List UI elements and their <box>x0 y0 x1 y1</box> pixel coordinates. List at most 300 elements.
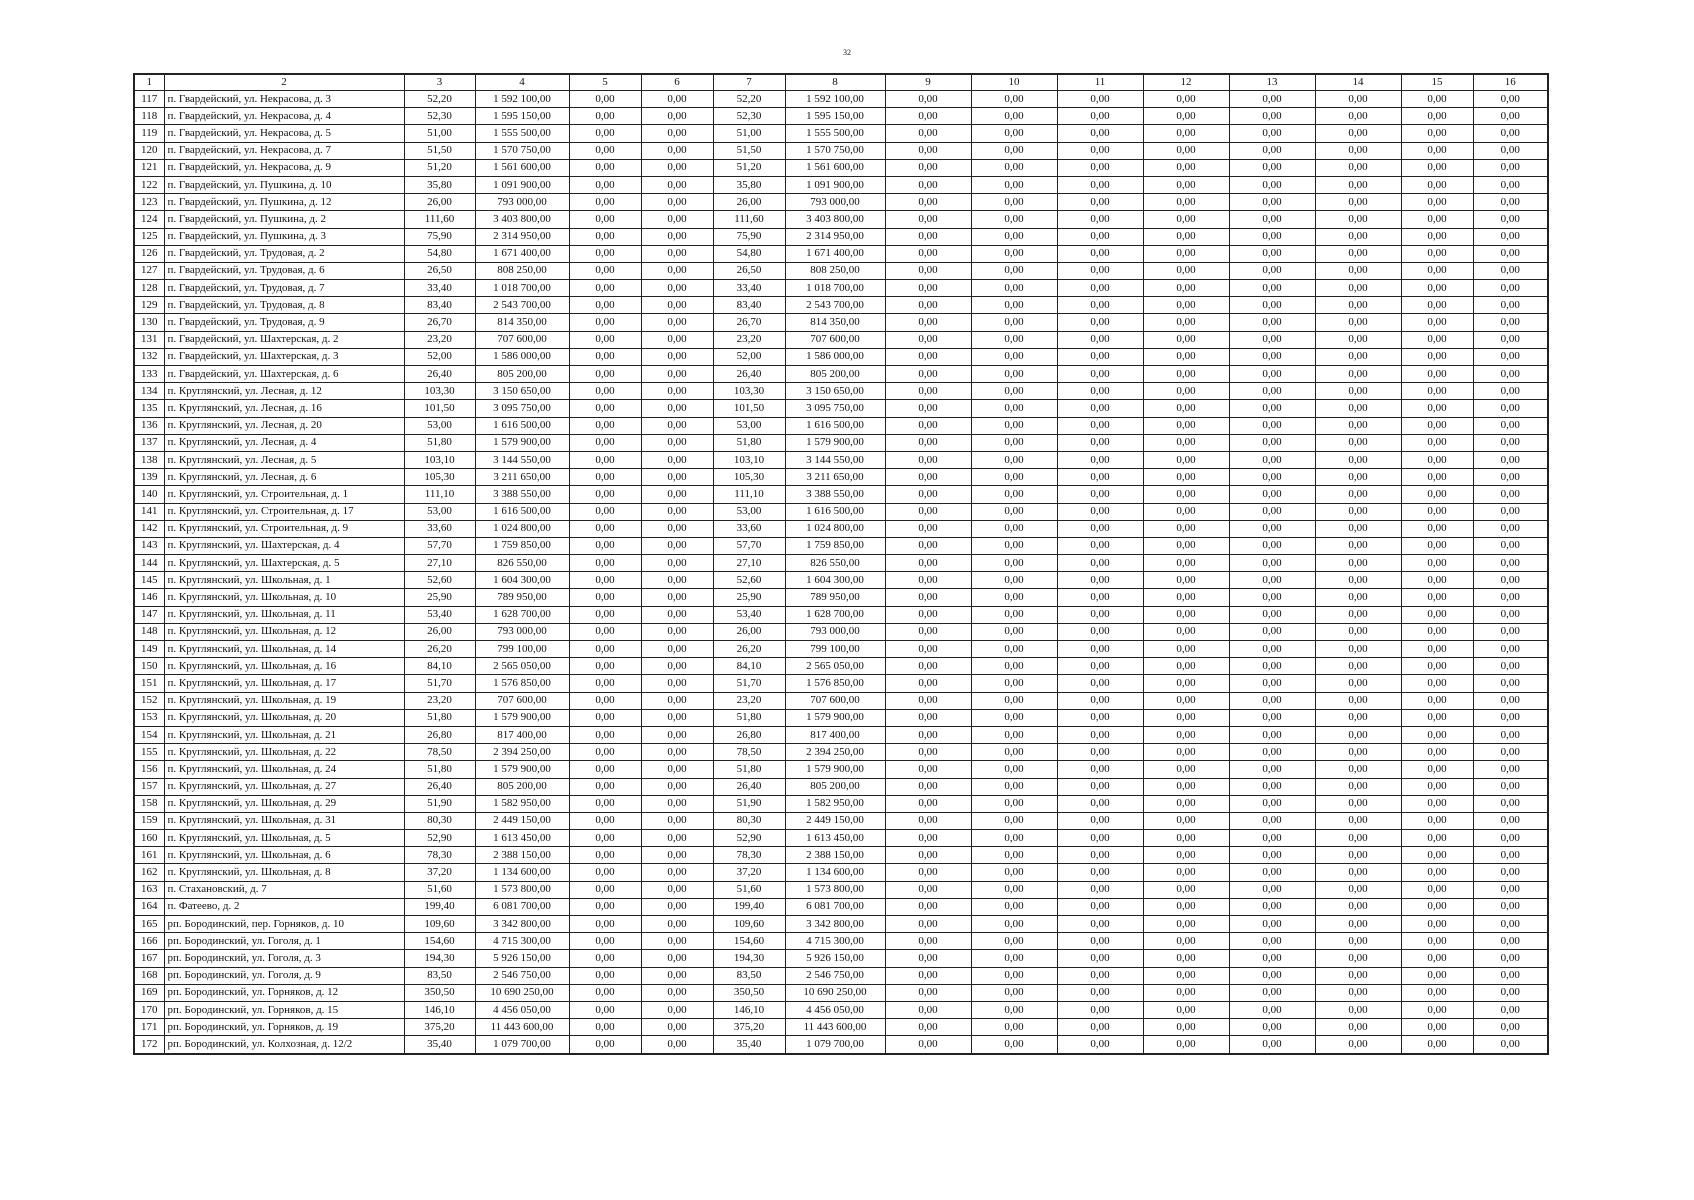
value-cell: 0,00 <box>1473 1036 1548 1054</box>
value-cell: 0,00 <box>1315 606 1401 623</box>
value-cell: 0,00 <box>1401 194 1473 211</box>
value-cell: 0,00 <box>885 830 971 847</box>
value-cell: 0,00 <box>1143 400 1229 417</box>
value-cell: 0,00 <box>1401 417 1473 434</box>
value-cell: 0,00 <box>971 348 1057 365</box>
value-cell: 0,00 <box>569 675 641 692</box>
value-cell: 0,00 <box>1473 709 1548 726</box>
address-cell: рп. Бородинский, пер. Горняков, д. 10 <box>164 916 404 933</box>
value-cell: 0,00 <box>1143 589 1229 606</box>
table-row <box>134 950 1548 967</box>
value-cell: 26,70 <box>713 314 785 331</box>
value-cell: 0,00 <box>1143 108 1229 125</box>
value-cell: 1 024 800,00 <box>475 520 569 537</box>
value-cell: 0,00 <box>885 451 971 468</box>
value-cell: 0,00 <box>1143 864 1229 881</box>
address-cell: п. Круглянский, ул. Шахтерская, д. 4 <box>164 537 404 554</box>
value-cell: 0,00 <box>569 520 641 537</box>
value-cell: 0,00 <box>1473 572 1548 589</box>
value-cell: 1 091 900,00 <box>785 176 885 193</box>
value-cell: 0,00 <box>569 709 641 726</box>
value-cell: 57,70 <box>404 537 475 554</box>
column-header: 6 <box>641 74 713 91</box>
value-cell: 3 388 550,00 <box>785 486 885 503</box>
value-cell: 0,00 <box>1401 1036 1473 1054</box>
value-cell: 1 604 300,00 <box>785 572 885 589</box>
value-cell: 0,00 <box>1143 967 1229 984</box>
row-number-cell: 170 <box>134 1001 164 1018</box>
value-cell: 0,00 <box>1229 898 1315 915</box>
value-cell: 0,00 <box>1057 400 1143 417</box>
value-cell: 25,90 <box>404 589 475 606</box>
address-cell: п. Круглянский, ул. Школьная, д. 1 <box>164 572 404 589</box>
value-cell: 3 342 800,00 <box>475 916 569 933</box>
value-cell: 0,00 <box>1229 262 1315 279</box>
value-cell: 0,00 <box>885 572 971 589</box>
value-cell: 0,00 <box>1315 194 1401 211</box>
value-cell: 0,00 <box>1315 486 1401 503</box>
value-cell: 51,80 <box>713 709 785 726</box>
address-cell: п. Гвардейский, ул. Некрасова, д. 9 <box>164 159 404 176</box>
value-cell: 0,00 <box>641 692 713 709</box>
value-cell: 0,00 <box>1315 898 1401 915</box>
value-cell: 103,30 <box>404 383 475 400</box>
value-cell: 0,00 <box>1143 1036 1229 1054</box>
value-cell: 0,00 <box>1143 366 1229 383</box>
row-number-cell: 121 <box>134 159 164 176</box>
value-cell: 0,00 <box>971 726 1057 743</box>
value-cell: 51,80 <box>404 709 475 726</box>
value-cell: 0,00 <box>1315 417 1401 434</box>
value-cell: 0,00 <box>1057 520 1143 537</box>
value-cell: 0,00 <box>1057 778 1143 795</box>
value-cell: 0,00 <box>1315 297 1401 314</box>
value-cell: 0,00 <box>1143 245 1229 262</box>
value-cell: 0,00 <box>1473 589 1548 606</box>
value-cell: 0,00 <box>1057 1036 1143 1054</box>
value-cell: 0,00 <box>1229 469 1315 486</box>
value-cell: 0,00 <box>1229 933 1315 950</box>
value-cell: 0,00 <box>1057 91 1143 108</box>
value-cell: 0,00 <box>971 383 1057 400</box>
value-cell: 0,00 <box>885 847 971 864</box>
value-cell: 2 314 950,00 <box>475 228 569 245</box>
address-cell: п. Круглянский, ул. Школьная, д. 27 <box>164 778 404 795</box>
value-cell: 789 950,00 <box>475 589 569 606</box>
value-cell: 52,30 <box>713 108 785 125</box>
value-cell: 0,00 <box>1229 503 1315 520</box>
value-cell: 194,30 <box>713 950 785 967</box>
value-cell: 0,00 <box>1401 572 1473 589</box>
row-number-cell: 163 <box>134 881 164 898</box>
table-row <box>134 297 1548 314</box>
value-cell: 0,00 <box>1401 864 1473 881</box>
table-row <box>134 159 1548 176</box>
value-cell: 0,00 <box>569 211 641 228</box>
value-cell: 0,00 <box>1229 726 1315 743</box>
value-cell: 0,00 <box>1057 898 1143 915</box>
value-cell: 0,00 <box>885 91 971 108</box>
value-cell: 154,60 <box>404 933 475 950</box>
value-cell: 0,00 <box>885 1036 971 1054</box>
value-cell: 1 671 400,00 <box>475 245 569 262</box>
row-number-cell: 140 <box>134 486 164 503</box>
data-table <box>133 73 1549 1055</box>
value-cell: 0,00 <box>1401 916 1473 933</box>
value-cell: 0,00 <box>1143 262 1229 279</box>
value-cell: 0,00 <box>1315 1019 1401 1036</box>
value-cell: 814 350,00 <box>785 314 885 331</box>
value-cell: 0,00 <box>1143 194 1229 211</box>
value-cell: 0,00 <box>1057 589 1143 606</box>
value-cell: 0,00 <box>1057 211 1143 228</box>
value-cell: 0,00 <box>1229 520 1315 537</box>
value-cell: 0,00 <box>885 692 971 709</box>
value-cell: 0,00 <box>1315 864 1401 881</box>
value-cell: 0,00 <box>885 383 971 400</box>
address-cell: п. Круглянский, ул. Строительная, д. 9 <box>164 520 404 537</box>
value-cell: 35,40 <box>713 1036 785 1054</box>
row-number-cell: 160 <box>134 830 164 847</box>
value-cell: 0,00 <box>1401 898 1473 915</box>
value-cell: 0,00 <box>1401 108 1473 125</box>
value-cell: 0,00 <box>1229 176 1315 193</box>
value-cell: 0,00 <box>971 555 1057 572</box>
value-cell: 0,00 <box>885 486 971 503</box>
address-cell: п. Гвардейский, ул. Трудовая, д. 9 <box>164 314 404 331</box>
column-header: 5 <box>569 74 641 91</box>
value-cell: 0,00 <box>971 469 1057 486</box>
value-cell: 0,00 <box>1229 658 1315 675</box>
value-cell: 805 200,00 <box>475 778 569 795</box>
value-cell: 789 950,00 <box>785 589 885 606</box>
value-cell: 35,80 <box>404 176 475 193</box>
value-cell: 0,00 <box>1143 280 1229 297</box>
value-cell: 0,00 <box>1473 366 1548 383</box>
value-cell: 51,50 <box>404 142 475 159</box>
row-number-cell: 142 <box>134 520 164 537</box>
value-cell: 0,00 <box>971 675 1057 692</box>
row-number-cell: 138 <box>134 451 164 468</box>
value-cell: 51,80 <box>404 434 475 451</box>
value-cell: 0,00 <box>569 1019 641 1036</box>
row-number-cell: 153 <box>134 709 164 726</box>
address-cell: п. Гвардейский, ул. Некрасова, д. 4 <box>164 108 404 125</box>
row-number-cell: 148 <box>134 623 164 640</box>
value-cell: 0,00 <box>1473 314 1548 331</box>
value-cell: 51,80 <box>713 761 785 778</box>
value-cell: 80,30 <box>713 812 785 829</box>
value-cell: 0,00 <box>1473 228 1548 245</box>
value-cell: 1 134 600,00 <box>785 864 885 881</box>
address-cell: п. Круглянский, ул. Школьная, д. 21 <box>164 726 404 743</box>
value-cell: 0,00 <box>1315 589 1401 606</box>
value-cell: 3 388 550,00 <box>475 486 569 503</box>
value-cell: 0,00 <box>569 1036 641 1054</box>
value-cell: 0,00 <box>1057 692 1143 709</box>
value-cell: 0,00 <box>1401 984 1473 1001</box>
value-cell: 0,00 <box>1473 830 1548 847</box>
value-cell: 51,60 <box>404 881 475 898</box>
value-cell: 0,00 <box>1401 830 1473 847</box>
value-cell: 0,00 <box>971 486 1057 503</box>
value-cell: 2 449 150,00 <box>785 812 885 829</box>
value-cell: 0,00 <box>1143 675 1229 692</box>
address-cell: п. Круглянский, ул. Школьная, д. 5 <box>164 830 404 847</box>
value-cell: 0,00 <box>885 262 971 279</box>
value-cell: 0,00 <box>1143 176 1229 193</box>
value-cell: 0,00 <box>569 658 641 675</box>
value-cell: 0,00 <box>1057 451 1143 468</box>
value-cell: 1 576 850,00 <box>785 675 885 692</box>
value-cell: 78,50 <box>404 744 475 761</box>
value-cell: 0,00 <box>1315 967 1401 984</box>
address-cell: п. Круглянский, ул. Лесная, д. 20 <box>164 417 404 434</box>
value-cell: 0,00 <box>1401 812 1473 829</box>
value-cell: 3 150 650,00 <box>785 383 885 400</box>
value-cell: 25,90 <box>713 589 785 606</box>
value-cell: 0,00 <box>569 830 641 847</box>
address-cell: рп. Бородинский, ул. Гоголя, д. 3 <box>164 950 404 967</box>
value-cell: 1 592 100,00 <box>785 91 885 108</box>
table-row <box>134 761 1548 778</box>
value-cell: 0,00 <box>1401 589 1473 606</box>
value-cell: 0,00 <box>641 641 713 658</box>
value-cell: 0,00 <box>971 709 1057 726</box>
value-cell: 0,00 <box>1315 451 1401 468</box>
value-cell: 0,00 <box>1229 297 1315 314</box>
value-cell: 0,00 <box>569 623 641 640</box>
address-cell: п. Круглянский, ул. Шахтерская, д. 5 <box>164 555 404 572</box>
value-cell: 0,00 <box>569 933 641 950</box>
table-row <box>134 623 1548 640</box>
value-cell: 52,00 <box>713 348 785 365</box>
table-row <box>134 589 1548 606</box>
value-cell: 0,00 <box>1473 142 1548 159</box>
column-header: 4 <box>475 74 569 91</box>
value-cell: 0,00 <box>1057 744 1143 761</box>
value-cell: 0,00 <box>1473 881 1548 898</box>
value-cell: 0,00 <box>1057 297 1143 314</box>
value-cell: 0,00 <box>885 159 971 176</box>
value-cell: 0,00 <box>885 795 971 812</box>
address-cell: п. Круглянский, ул. Школьная, д. 14 <box>164 641 404 658</box>
value-cell: 0,00 <box>1315 744 1401 761</box>
value-cell: 83,50 <box>404 967 475 984</box>
value-cell: 0,00 <box>885 812 971 829</box>
address-cell: п. Гвардейский, ул. Пушкина, д. 2 <box>164 211 404 228</box>
value-cell: 0,00 <box>1143 623 1229 640</box>
value-cell: 0,00 <box>1401 537 1473 554</box>
value-cell: 0,00 <box>1057 726 1143 743</box>
table-row <box>134 434 1548 451</box>
value-cell: 0,00 <box>1473 331 1548 348</box>
value-cell: 0,00 <box>1473 1001 1548 1018</box>
value-cell: 0,00 <box>1315 916 1401 933</box>
value-cell: 0,00 <box>1057 641 1143 658</box>
value-cell: 0,00 <box>1473 778 1548 795</box>
value-cell: 0,00 <box>971 262 1057 279</box>
value-cell: 51,20 <box>713 159 785 176</box>
row-number-cell: 123 <box>134 194 164 211</box>
value-cell: 0,00 <box>885 658 971 675</box>
value-cell: 33,40 <box>713 280 785 297</box>
value-cell: 1 579 900,00 <box>475 709 569 726</box>
value-cell: 0,00 <box>1229 366 1315 383</box>
value-cell: 0,00 <box>569 469 641 486</box>
address-cell: п. Гвардейский, ул. Трудовая, д. 7 <box>164 280 404 297</box>
value-cell: 793 000,00 <box>785 194 885 211</box>
value-cell: 10 690 250,00 <box>475 984 569 1001</box>
row-number-cell: 159 <box>134 812 164 829</box>
row-number-cell: 164 <box>134 898 164 915</box>
value-cell: 0,00 <box>1315 1001 1401 1018</box>
value-cell: 0,00 <box>1143 761 1229 778</box>
value-cell: 0,00 <box>1229 1036 1315 1054</box>
value-cell: 0,00 <box>641 297 713 314</box>
table-row <box>134 812 1548 829</box>
value-cell: 0,00 <box>641 623 713 640</box>
value-cell: 0,00 <box>971 434 1057 451</box>
value-cell: 817 400,00 <box>475 726 569 743</box>
value-cell: 0,00 <box>1057 176 1143 193</box>
value-cell: 0,00 <box>971 314 1057 331</box>
value-cell: 0,00 <box>1057 469 1143 486</box>
value-cell: 0,00 <box>641 812 713 829</box>
value-cell: 51,00 <box>713 125 785 142</box>
value-cell: 1 579 900,00 <box>785 434 885 451</box>
value-cell: 0,00 <box>1229 486 1315 503</box>
value-cell: 52,20 <box>404 91 475 108</box>
value-cell: 0,00 <box>1057 383 1143 400</box>
value-cell: 0,00 <box>1143 572 1229 589</box>
table-row <box>134 778 1548 795</box>
value-cell: 1 579 900,00 <box>785 709 885 726</box>
value-cell: 0,00 <box>1143 520 1229 537</box>
value-cell: 111,10 <box>713 486 785 503</box>
value-cell: 0,00 <box>971 245 1057 262</box>
value-cell: 0,00 <box>641 555 713 572</box>
value-cell: 0,00 <box>971 108 1057 125</box>
value-cell: 0,00 <box>1315 159 1401 176</box>
value-cell: 2 449 150,00 <box>475 812 569 829</box>
value-cell: 0,00 <box>1401 658 1473 675</box>
row-number-cell: 144 <box>134 555 164 572</box>
table-row <box>134 1019 1548 1036</box>
value-cell: 35,80 <box>713 176 785 193</box>
value-cell: 0,00 <box>1057 262 1143 279</box>
row-number-cell: 118 <box>134 108 164 125</box>
value-cell: 0,00 <box>885 761 971 778</box>
value-cell: 0,00 <box>971 503 1057 520</box>
value-cell: 0,00 <box>1057 984 1143 1001</box>
column-header: 11 <box>1057 74 1143 91</box>
value-cell: 26,00 <box>713 623 785 640</box>
value-cell: 0,00 <box>885 503 971 520</box>
value-cell: 0,00 <box>1229 537 1315 554</box>
address-cell: п. Стахановский, д. 7 <box>164 881 404 898</box>
value-cell: 2 394 250,00 <box>475 744 569 761</box>
value-cell: 26,00 <box>713 194 785 211</box>
value-cell: 793 000,00 <box>785 623 885 640</box>
value-cell: 0,00 <box>1473 211 1548 228</box>
value-cell: 27,10 <box>713 555 785 572</box>
address-cell: п. Гвардейский, ул. Шахтерская, д. 2 <box>164 331 404 348</box>
table-row <box>134 228 1548 245</box>
value-cell: 51,90 <box>404 795 475 812</box>
address-cell: рп. Бородинский, ул. Гоголя, д. 1 <box>164 933 404 950</box>
value-cell: 0,00 <box>971 520 1057 537</box>
row-number-cell: 154 <box>134 726 164 743</box>
value-cell: 101,50 <box>404 400 475 417</box>
value-cell: 199,40 <box>713 898 785 915</box>
value-cell: 0,00 <box>971 984 1057 1001</box>
value-cell: 0,00 <box>1229 1019 1315 1036</box>
address-cell: п. Гвардейский, ул. Некрасова, д. 5 <box>164 125 404 142</box>
address-cell: п. Круглянский, ул. Школьная, д. 17 <box>164 675 404 692</box>
value-cell: 0,00 <box>1473 434 1548 451</box>
value-cell: 0,00 <box>1057 125 1143 142</box>
value-cell: 0,00 <box>1229 864 1315 881</box>
value-cell: 0,00 <box>641 417 713 434</box>
value-cell: 0,00 <box>641 606 713 623</box>
value-cell: 0,00 <box>971 623 1057 640</box>
row-number-cell: 132 <box>134 348 164 365</box>
table-row <box>134 830 1548 847</box>
value-cell: 0,00 <box>569 555 641 572</box>
value-cell: 0,00 <box>1229 744 1315 761</box>
value-cell: 0,00 <box>1401 520 1473 537</box>
value-cell: 0,00 <box>641 658 713 675</box>
value-cell: 0,00 <box>885 366 971 383</box>
value-cell: 1 613 450,00 <box>785 830 885 847</box>
value-cell: 0,00 <box>1315 108 1401 125</box>
value-cell: 0,00 <box>641 830 713 847</box>
table-row <box>134 898 1548 915</box>
row-number-cell: 166 <box>134 933 164 950</box>
value-cell: 0,00 <box>569 297 641 314</box>
value-cell: 109,60 <box>404 916 475 933</box>
value-cell: 0,00 <box>1401 125 1473 142</box>
value-cell: 0,00 <box>1143 383 1229 400</box>
value-cell: 37,20 <box>713 864 785 881</box>
value-cell: 0,00 <box>1143 933 1229 950</box>
value-cell: 0,00 <box>1229 434 1315 451</box>
value-cell: 0,00 <box>1401 795 1473 812</box>
value-cell: 0,00 <box>1473 159 1548 176</box>
value-cell: 0,00 <box>1401 331 1473 348</box>
value-cell: 0,00 <box>1057 812 1143 829</box>
value-cell: 26,50 <box>713 262 785 279</box>
value-cell: 0,00 <box>1143 348 1229 365</box>
value-cell: 0,00 <box>1401 383 1473 400</box>
value-cell: 0,00 <box>569 262 641 279</box>
value-cell: 0,00 <box>641 91 713 108</box>
value-cell: 0,00 <box>569 744 641 761</box>
value-cell: 0,00 <box>1473 262 1548 279</box>
row-number-cell: 165 <box>134 916 164 933</box>
value-cell: 0,00 <box>1401 726 1473 743</box>
value-cell: 103,10 <box>713 451 785 468</box>
value-cell: 817 400,00 <box>785 726 885 743</box>
value-cell: 0,00 <box>1401 211 1473 228</box>
value-cell: 826 550,00 <box>475 555 569 572</box>
table-row <box>134 400 1548 417</box>
value-cell: 0,00 <box>569 778 641 795</box>
address-cell: рп. Бородинский, ул. Горняков, д. 19 <box>164 1019 404 1036</box>
value-cell: 0,00 <box>1143 142 1229 159</box>
value-cell: 0,00 <box>1229 1001 1315 1018</box>
